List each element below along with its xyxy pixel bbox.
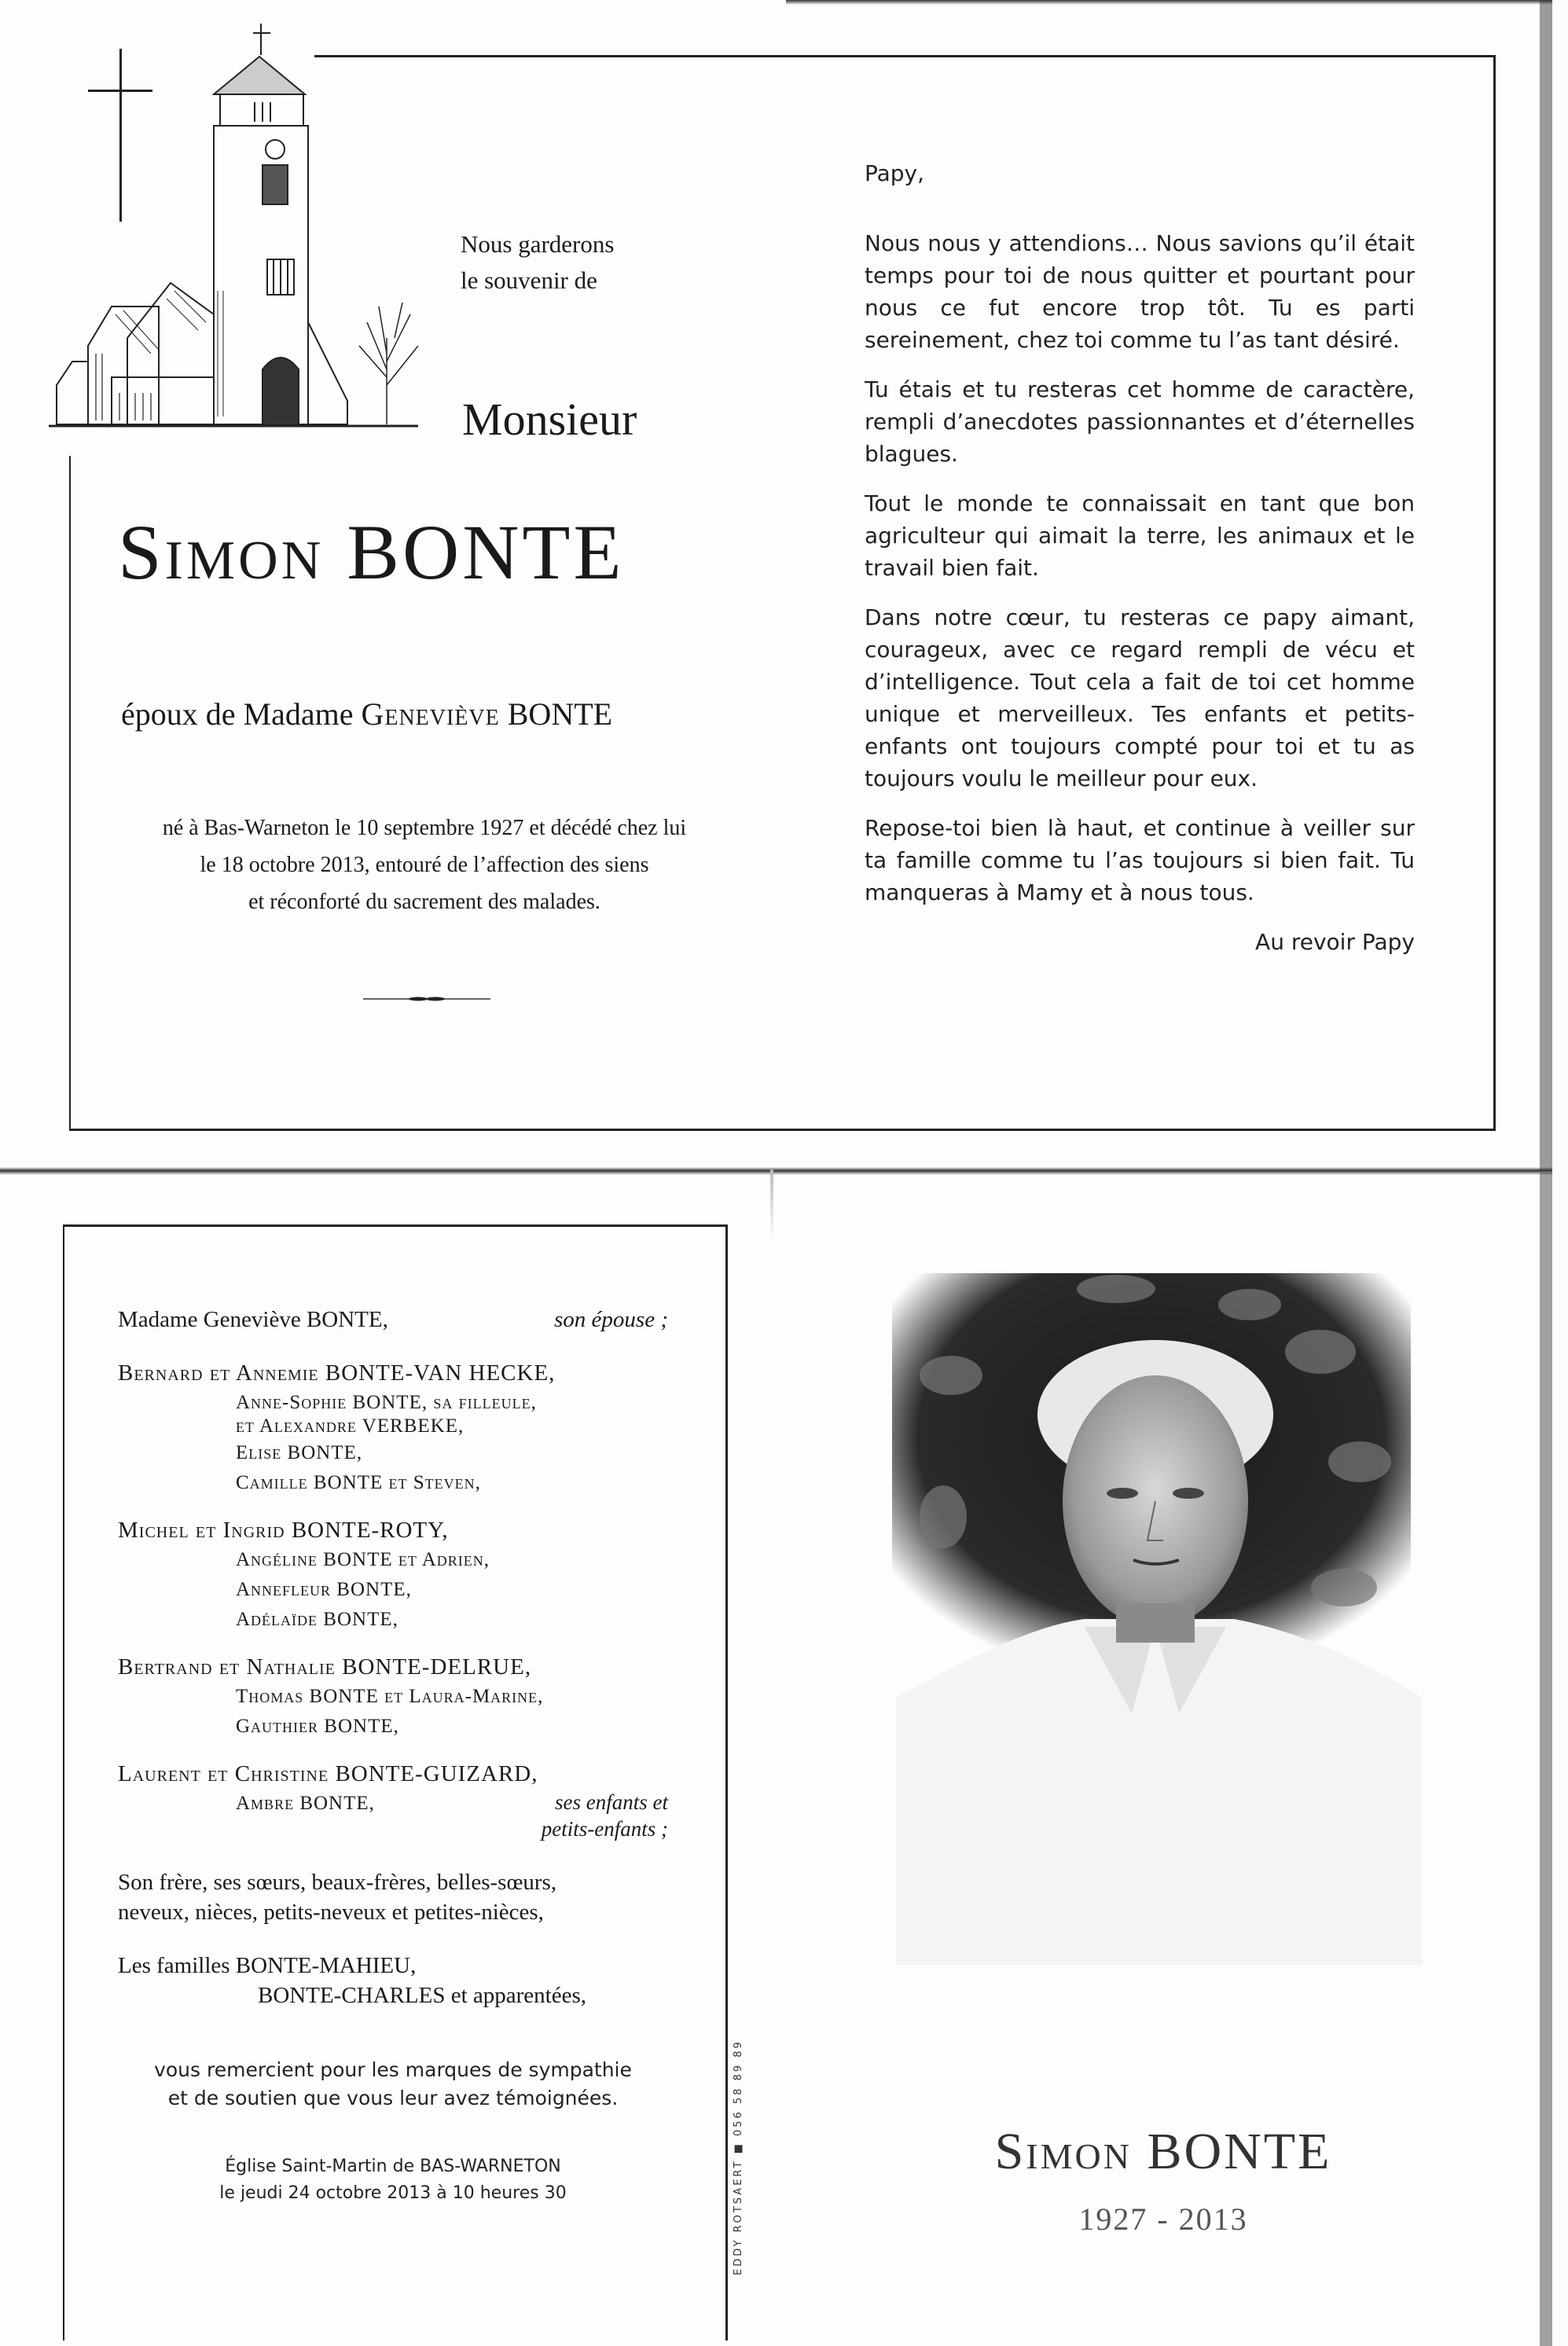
siblings-line-1: Son frère, ses sœurs, beaux-frères, belles-sœurs,	[118, 1870, 557, 1895]
frame-border-bottom	[69, 1129, 1496, 1131]
family-child: Camille BONTE et Steven,	[236, 1472, 481, 1493]
ceremony-date: le jeudi 24 octobre 2013 à 10 heures 30	[219, 2183, 567, 2203]
family-list	[118, 1305, 668, 2010]
deceased-name	[118, 507, 625, 597]
ornament-divider	[363, 997, 490, 1001]
spouse-first-name: Geneviève	[361, 696, 500, 732]
family-child	[118, 1789, 668, 1841]
children-role-line-1: ses enfants et	[555, 1790, 668, 1814]
life-line-2: le 18 octobre 2013, entouré de l’affection des siens	[200, 853, 649, 877]
family-child: Anne-Sophie BONTE, sa filleule,	[236, 1392, 537, 1413]
letter-paragraph: Tout le monde te connaissait en tant que bon agriculteur qui aimait la terre, les animaux et le travail bien fait.	[865, 490, 1415, 581]
life-line-1: né à Bas-Warneton le 10 septembre 1927 et décédé chez lui	[162, 816, 687, 840]
family-frame-left	[63, 1224, 64, 2340]
family-child: Angéline BONTE et Adrien,	[236, 1549, 490, 1570]
letter-paragraph: Repose-toi bien là haut, et continue à veiller sur ta famille comme tu l’as toujours si bien fait. Tu manqueras à Mamy et à nous tous.	[865, 815, 1415, 905]
life-line-3: et réconforté du sacrement des malades.	[248, 890, 600, 914]
spouse-last-name: BONTE	[507, 696, 613, 732]
siblings-line-2: neveux, nièces, petits-neveux et petites-nièces,	[118, 1900, 544, 1925]
life-details	[118, 810, 731, 920]
family-frame-right	[725, 1224, 728, 2340]
children-role	[542, 1789, 668, 1842]
family-parents: Michel et Ingrid BONTE-ROTY,	[118, 1518, 449, 1543]
portrait-card-years: 1927 - 2013	[1078, 2201, 1248, 2237]
intro-text	[461, 226, 614, 299]
deceased-last-name: BONTE	[347, 508, 625, 596]
children-role-line-2: petits-enfants ;	[541, 1817, 668, 1841]
deceased-first-name: Simon	[118, 508, 325, 596]
spouse-row	[118, 1305, 668, 1335]
thanks-text	[118, 2056, 668, 2113]
family-parents: Bertrand et Nathalie BONTE-DELRUE,	[118, 1654, 532, 1680]
frame-border-left	[69, 456, 71, 1130]
family-child: Gauthier BONTE,	[236, 1716, 399, 1737]
letter-paragraph: Dans notre cœur, tu resteras ce papy aimant, courageux, avec ce regard rempli de vécu et d’intelligence. Tout cela a fait de toi cet homme unique et merveilleux. Tes enfants et petits-enfants ont toujours compté pour toi et tu as toujours voulu le meilleur pour eux.	[865, 604, 1415, 791]
fold-gap	[770, 1169, 773, 1240]
church-illustration	[49, 24, 426, 448]
family-child-name: Ambre BONTE,	[236, 1793, 375, 1814]
ceremony-info	[118, 2153, 668, 2207]
letter-paragraph: Tu étais et tu resteras cet homme de caractère, rempli d’anecdotes passionnantes et d’éternelles blagues.	[865, 376, 1415, 467]
family-child: Adélaïde BONTE,	[236, 1609, 398, 1630]
printer-credit: EDDY ROTSAERT ■ 056 58 89 89	[733, 2039, 744, 2275]
family-parents: Bernard et Annemie BONTE-VAN HECKE,	[118, 1360, 556, 1386]
intro-line-1: Nous garderons	[461, 230, 615, 258]
fold-line	[0, 1167, 1552, 1175]
family-parents: Laurent et Christine BONTE-GUIZARD,	[118, 1761, 538, 1786]
ceremony-place: Église Saint-Martin de BAS-WARNETON	[225, 2157, 561, 2176]
letter-signoff: Au revoir Papy	[1255, 929, 1415, 955]
farewell-letter	[865, 157, 1415, 958]
families-line-1: Les familles BONTE-MAHIEU,	[118, 1953, 417, 1978]
spouse-line	[121, 696, 612, 732]
scan-shadow	[786, 0, 1552, 5]
letter-greeting: Papy,	[865, 160, 925, 186]
thanks-line-1: vous remercient pour les marques de sympathie	[154, 2058, 632, 2081]
spouse-role: son épouse ;	[554, 1307, 668, 1332]
family-frame-top	[63, 1224, 727, 1227]
family-child: Elise BONTE,	[236, 1442, 363, 1463]
portrait-card-name: Simon BONTE	[994, 2123, 1332, 2180]
intro-line-2: le souvenir de	[461, 266, 597, 294]
honorific-title: Monsieur	[462, 394, 637, 445]
frame-border-top	[314, 55, 1496, 57]
thanks-line-2: et de soutien que vous leur avez témoignées.	[167, 2087, 619, 2109]
spouse-name: Madame Geneviève BONTE,	[118, 1307, 388, 1332]
families-line-2: BONTE-CHARLES et apparentées,	[258, 1983, 586, 2008]
family-child: Thomas BONTE et Laura-Marine,	[236, 1686, 544, 1707]
family-child: Annefleur BONTE,	[236, 1579, 412, 1600]
spouse-prefix: époux de Madame	[121, 696, 354, 732]
family-child: et Alexandre VERBEKE,	[236, 1415, 465, 1437]
frame-border-right	[1493, 55, 1496, 1130]
portrait-photo	[880, 1257, 1430, 1965]
letter-paragraph: Nous nous y attendions… Nous savions qu’il était temps pour toi de nous quitter et pourtant pour nous ce fut encore trop tôt. Tu es parti sereinement, chez toi comme tu l’as tant désiré.	[865, 230, 1415, 353]
